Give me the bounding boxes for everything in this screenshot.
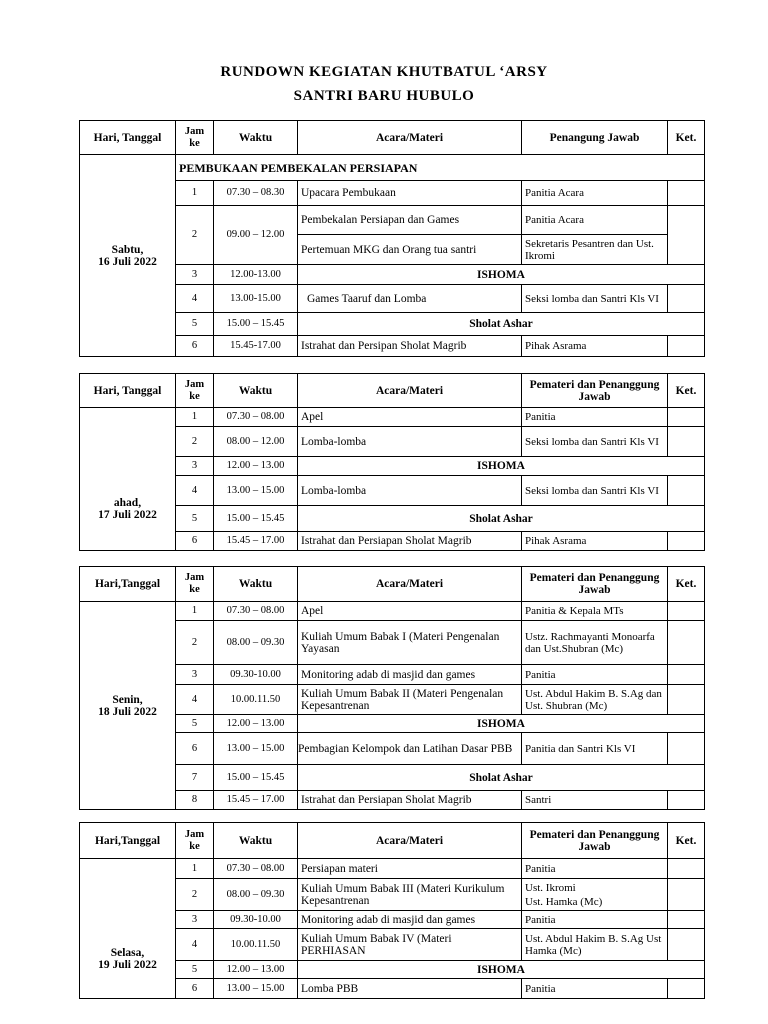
row-number: 4 [176,476,214,506]
row-ket [668,336,705,357]
row-time: 15.00 – 15.45 [214,765,298,791]
table-header-row [80,374,705,408]
row-time: 15.45-17.00 [214,336,298,357]
row-time: 08.00 – 09.30 [214,621,298,665]
header-day: Hari, Tanggal [80,374,176,408]
row-ket [668,733,705,765]
row-time: 09.00 – 12.00 [214,206,298,265]
row-pic: Panitia [522,911,668,929]
row-break-label: ISHOMA [298,457,705,476]
header-day: Hari, Tanggal [80,121,176,155]
row-ket [668,408,705,427]
row-number: 3 [176,265,214,285]
row-break-label: Sholat Ashar [298,506,705,532]
row-number: 6 [176,733,214,765]
day-cell [80,602,176,810]
row-pic: Seksi lomba dan Santri Kls VI [522,285,668,313]
row-activity: Kuliah Umum Babak I (Materi Pengenalan Yayasan [298,621,522,665]
row-ket [668,621,705,665]
header-day: Hari,Tanggal [80,567,176,602]
row-pic: Panitia Acara [522,206,668,235]
row-time: 15.45 – 17.00 [214,791,298,810]
header-pj: Pemateri dan Penanggung Jawab [522,374,668,408]
header-day: Hari,Tanggal [80,823,176,859]
row-activity: Upacara Pembukaan [298,181,522,206]
header-ket: Ket. [668,567,705,602]
header-jam: Jam ke [176,374,214,408]
row-number: 1 [176,859,214,879]
row-time: 07.30 – 08.00 [214,408,298,427]
row-time: 10.00.11.50 [214,929,298,961]
document-subtitle: SANTRI BARU HUBULO [293,88,475,104]
row-ket [668,476,705,506]
row-pic: Panitia [522,859,668,879]
row-number: 1 [176,408,214,427]
row-time: 07.30 – 08.30 [214,181,298,206]
header-jam: Jam ke [176,121,214,155]
rundown-table-day2 [79,373,705,551]
day-name: ahad, [113,497,142,509]
row-activity: Lomba-lomba [298,427,522,457]
header-jam: Jam ke [176,567,214,602]
header-acara: Acara/Materi [298,823,522,859]
header-waktu: Waktu [214,567,298,602]
row-break-label: Sholat Ashar [298,313,705,336]
header-pj: Pemateri dan Penanggung Jawab [522,567,668,602]
row-number: 3 [176,911,214,929]
row-activity: Pembekalan Persiapan dan Games [298,206,522,235]
row-pic: Panitia [522,665,668,685]
row-ket [668,859,705,879]
row-number: 3 [176,457,214,476]
row-activity: Kuliah Umum Babak II (Materi Pengenalan Kepesantrenan [298,685,522,715]
row-ket [668,181,705,206]
row-ket [668,602,705,621]
header-ket: Ket. [668,374,705,408]
row-ket [668,285,705,313]
row-time: 13.00-15.00 [214,285,298,313]
row-activity: Lomba PBB [298,979,522,999]
row-number: 6 [176,336,214,357]
row-pic: Seksi lomba dan Santri Kls VI [522,476,668,506]
row-activity: Persiapan materi [298,859,522,879]
row-break-label: ISHOMA [298,265,705,285]
row-number: 4 [176,929,214,961]
row-number: 5 [176,961,214,979]
table-header-row [80,823,705,859]
row-time: 08.00 – 09.30 [214,879,298,911]
row-pic: Santri [522,791,668,810]
row-number: 8 [176,791,214,810]
header-waktu: Waktu [214,121,298,155]
row-time: 15.00 – 15.45 [214,313,298,336]
row-ket [668,532,705,551]
day-cell [80,155,176,357]
header-waktu: Waktu [214,823,298,859]
row-time: 13.00 – 15.00 [214,733,298,765]
row-break-label: ISHOMA [298,715,705,733]
row-activity: Apel [298,408,522,427]
header-pj: Pemateri dan Penanggung Jawab [522,823,668,859]
row-activity: Pertemuan MKG dan Orang tua santri [298,235,522,265]
row-number: 1 [176,181,214,206]
row-pic: Ust. Abdul Hakim B. S.Ag dan Ust. Shubran (Mc) [522,685,668,715]
row-pic-line: Ust. Ikromi [525,881,576,894]
row-pic: Seksi lomba dan Santri Kls VI [522,427,668,457]
row-time: 15.00 – 15.45 [214,506,298,532]
row-time: 10.00.11.50 [214,685,298,715]
row-pic: Pihak Asrama [522,336,668,357]
header-ket: Ket. [668,823,705,859]
day-name: Selasa, [110,946,145,959]
row-time: 09.30-10.00 [214,911,298,929]
row-break-label: Sholat Ashar [298,765,705,791]
header-waktu: Waktu [214,374,298,408]
header-acara: Acara/Materi [298,121,522,155]
row-number: 5 [176,506,214,532]
row-number: 5 [176,313,214,336]
header-acara: Acara/Materi [298,374,522,408]
row-pic-line: Ust. Hamka (Mc) [525,895,603,908]
header-ket: Ket. [668,121,705,155]
row-ket [668,665,705,685]
day-date: 18 Juli 2022 [98,705,157,718]
rundown-table-day4 [79,822,705,999]
row-ket [668,427,705,457]
day-date: 16 Juli 2022 [98,255,157,268]
table-header-row [80,121,705,155]
row-pic: Sekretaris Pesantren dan Ust. Ikromi [522,235,668,265]
row-pic: Ust. Abdul Hakim B. S.Ag Ust Hamka (Mc) [522,929,668,961]
row-time: 07.30 – 08.00 [214,602,298,621]
row-ket [668,206,705,265]
row-ket [668,685,705,715]
row-number: 7 [176,765,214,791]
row-activity: Istrahat dan Persipan Sholat Magrib [298,336,522,357]
row-time: 12.00 – 13.00 [214,457,298,476]
row-ket [668,791,705,810]
row-number: 5 [176,715,214,733]
header-acara: Acara/Materi [298,567,522,602]
row-number: 2 [176,206,214,265]
row-pic: Ustz. Rachmayanti Monoarfa dan Ust.Shubran (Mc) [522,621,668,665]
row-pic: Panitia & Kepala MTs [522,602,668,621]
row-pic: Panitia Acara [522,181,668,206]
rundown-table-day3 [79,566,705,810]
row-time: 12.00 – 13.00 [214,715,298,733]
row-time: 13.00 – 15.00 [214,979,298,999]
row-time: 07.30 – 08.00 [214,859,298,879]
row-time: 12.00 – 13.00 [214,961,298,979]
row-number: 4 [176,685,214,715]
row-activity: Monitoring adab di masjid dan games [298,665,522,685]
row-activity: Kuliah Umum Babak III (Materi Kurikulum Kepesantrenan [298,879,522,911]
row-activity: Kuliah Umum Babak IV (Materi PERHIASAN [298,929,522,961]
table-header-row [80,567,705,602]
row-pic: Panitia [522,979,668,999]
row-activity: Monitoring adab di masjid dan games [298,911,522,929]
row-pic [522,879,668,911]
row-pic: Panitia dan Santri Kls VI [522,733,668,765]
row-time: 15.45 – 17.00 [214,532,298,551]
row-number: 4 [176,285,214,313]
rundown-table-day1 [79,120,705,357]
table-row [80,408,705,427]
row-number: 6 [176,532,214,551]
day-name: Senin, [112,693,143,706]
document-title: RUNDOWN KEGIATAN KHUTBATUL ‘ARSY [220,64,548,80]
row-ket [668,911,705,929]
row-time: 09.30-10.00 [214,665,298,685]
row-activity: Istrahat dan Persiapan Sholat Magrib [298,532,522,551]
day-name: Sabtu, [111,243,144,256]
row-time: 13.00 – 15.00 [214,476,298,506]
day-cell [80,408,176,551]
day-cell [80,859,176,999]
row-number: 6 [176,979,214,999]
row-activity: Lomba-lomba [298,476,522,506]
row-pic: Pihak Asrama [522,532,668,551]
section-row [80,155,705,181]
day-date: 19 Juli 2022 [98,958,157,971]
day-date: 17 Juli 2022 [98,509,157,521]
row-time: 12.00-13.00 [214,265,298,285]
row-number: 3 [176,665,214,685]
row-time: 08.00 – 12.00 [214,427,298,457]
row-pic: Panitia [522,408,668,427]
row-number: 2 [176,621,214,665]
header-pj: Penangung Jawab [522,121,668,155]
row-ket [668,929,705,961]
row-activity: Apel [298,602,522,621]
row-ket [668,879,705,911]
table-row [80,859,705,879]
row-number: 2 [176,879,214,911]
row-activity: Pembagian Kelompok dan Latihan Dasar PBB [298,733,522,765]
row-number: 1 [176,602,214,621]
row-ket [668,979,705,999]
row-activity: Istrahat dan Persiapan Sholat Magrib [298,791,522,810]
table-row [80,602,705,621]
row-break-label: ISHOMA [298,961,705,979]
header-jam: Jam ke [176,823,214,859]
row-activity: Games Taaruf dan Lomba [298,285,522,313]
row-number: 2 [176,427,214,457]
section-title: PEMBUKAAN PEMBEKALAN PERSIAPAN [176,155,705,181]
